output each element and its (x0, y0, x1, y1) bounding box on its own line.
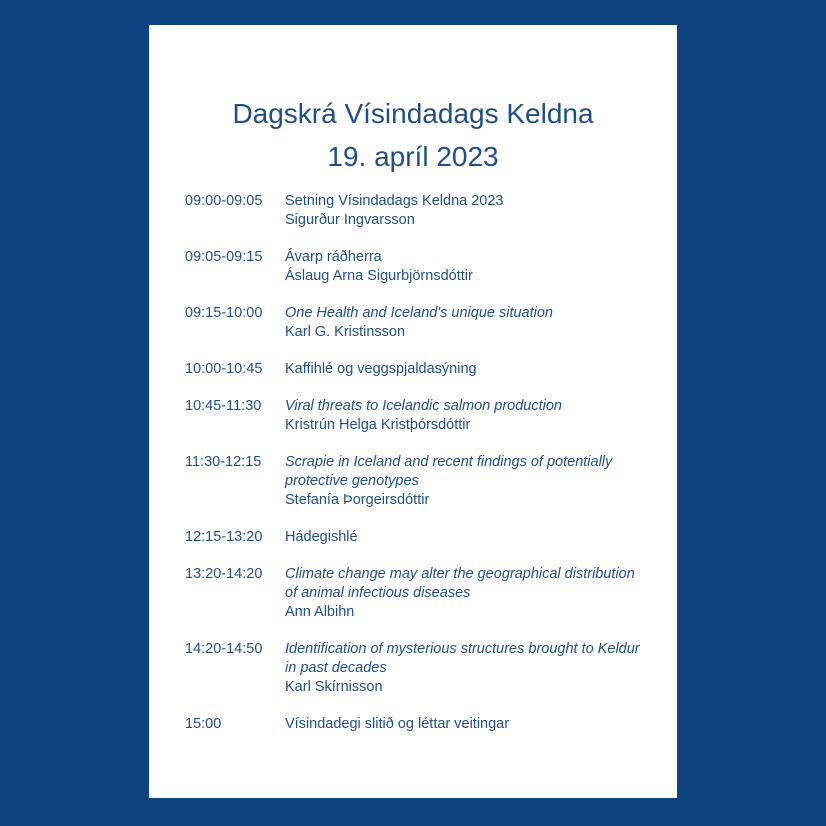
speaker-name: Sigurður Ingvarsson (285, 212, 415, 228)
session-title: Hádegishlé (285, 529, 358, 545)
time-slot: 10:00-10:45 (185, 361, 263, 377)
schedule-list (185, 192, 645, 752)
time-slot: 13:20-14:20 (185, 566, 263, 582)
title-line-2: 19. apríl 2023 (327, 141, 499, 172)
time-slot: 12:15-13:20 (185, 529, 263, 545)
schedule-item (185, 453, 645, 510)
session-title: Kaffihlé og veggspjaldasýning (285, 361, 477, 377)
time-slot: 11:30-12:15 (185, 454, 262, 470)
session-title: Scrapie in Iceland and recent findings of potentially protective genotypes (285, 454, 613, 489)
session-title: One Health and Iceland's unique situation (285, 305, 553, 321)
speaker-name: Ann Albihn (285, 604, 355, 620)
title-line-1: Dagskrá Vísindadags Keldna (232, 98, 594, 129)
schedule-item (185, 715, 645, 734)
session-details (285, 360, 645, 379)
session-title: Viral threats to Icelandic salmon production (285, 398, 562, 414)
session-details (285, 304, 645, 342)
schedule-item (185, 304, 645, 342)
session-title: Climate change may alter the geographical distribution of animal infectious diseases (285, 566, 635, 601)
time-slot: 09:00-09:05 (185, 193, 263, 209)
speaker-name: Áslaug Arna Sigurbjörnsdóttir (285, 268, 473, 284)
schedule-item (185, 528, 645, 547)
speaker-name: Karl Skírnisson (285, 679, 383, 695)
session-details (285, 248, 645, 286)
time-slot: 09:15-10:00 (185, 305, 263, 321)
session-details (285, 192, 645, 230)
page-title (149, 92, 677, 178)
session-details (285, 565, 645, 622)
program-sheet (149, 25, 677, 798)
schedule-item (185, 192, 645, 230)
session-details (285, 715, 645, 734)
schedule-item (185, 248, 645, 286)
session-title: Vísindadegi slitið og léttar veitingar (285, 716, 510, 732)
schedule-item (185, 397, 645, 435)
session-title: Setning Vísindadags Keldna 2023 (285, 193, 504, 209)
time-slot: 14:20-14:50 (185, 641, 263, 657)
schedule-item (185, 565, 645, 622)
time-slot: 10:45-11:30 (185, 398, 262, 414)
session-details (285, 528, 645, 547)
session-title: Ávarp ráðherra (285, 249, 382, 265)
session-details (285, 453, 645, 510)
session-details (285, 397, 645, 435)
schedule-item (185, 360, 645, 379)
speaker-name: Kristrún Helga Kristþórsdóttir (285, 417, 471, 433)
session-details (285, 640, 645, 697)
schedule-item (185, 640, 645, 697)
session-title: Identification of mysterious structures brought to Keldur in past decades (285, 641, 640, 676)
time-slot: 15:00 (185, 716, 222, 732)
speaker-name: Stefanía Þorgeirsdóttir (285, 492, 430, 508)
time-slot: 09:05-09:15 (185, 249, 263, 265)
speaker-name: Karl G. Kristinsson (285, 324, 406, 340)
